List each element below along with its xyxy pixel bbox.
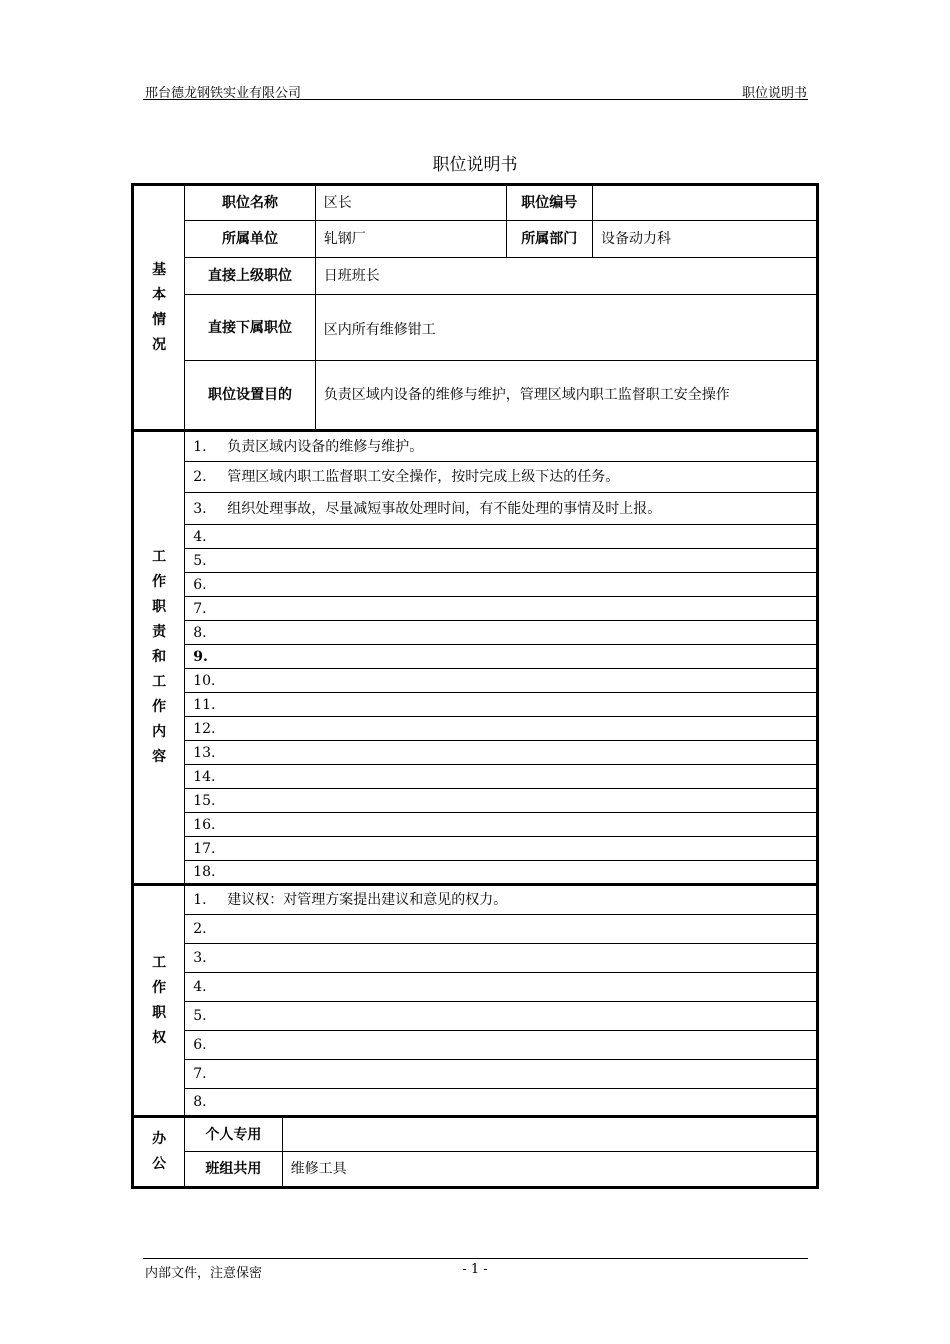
duty-row [133,645,818,669]
duty-text: 管理区域内职工监督职工安全操作，按时完成上级下达的任务。 [227,469,620,485]
section-office: 办公 [133,1117,185,1188]
job-description-table [131,183,819,1189]
duty-row [133,525,818,549]
position-no-value [592,185,817,221]
unit-label: 所属单位 [185,221,316,258]
row-purpose [133,361,818,431]
position-name-value: 区长 [315,185,506,221]
duty-row [133,789,818,813]
duty-no: 18. [193,864,216,880]
duty-no: 13. [193,744,216,761]
duty-no: 15. [193,792,216,809]
duty-no: 5. [193,552,207,569]
subordinate-value: 区内所有维修钳工 [315,295,817,361]
duty-row [133,765,818,789]
shared-value: 维修工具 [282,1152,817,1188]
duty-no: 14. [193,768,216,785]
position-name-label: 职位名称 [185,185,316,221]
duty-no: 7. [193,600,207,617]
duty-no: 16. [193,816,216,833]
authority-no: 6. [193,1037,207,1053]
row-office-shared [133,1152,818,1188]
duty-row [133,462,818,493]
subordinate-label: 直接下属职位 [185,295,316,361]
duty-no: 4. [193,528,207,545]
dept-value: 设备动力科 [592,221,817,258]
duty-row [133,837,818,861]
duty-row [133,741,818,765]
authority-row [133,1031,818,1060]
authority-no: 7. [193,1066,207,1082]
duty-row [133,573,818,597]
duty-no: 3. [193,500,207,517]
footer-confidential: 内部文件，注意保密 [145,1266,263,1281]
authority-no: 4. [193,979,207,995]
duty-no: 6. [193,576,207,593]
header-doc-type: 职位说明书 [741,86,807,101]
shared-label: 班组共用 [185,1152,282,1188]
duty-row [133,813,818,837]
duty-row [133,597,818,621]
page-title: 职位说明书 [432,155,518,175]
section-duties: 工作职责和工作内容 [133,431,185,885]
duty-row [133,621,818,645]
duty-row [133,717,818,741]
purpose-value: 负责区域内设备的维修与维护，管理区域内职工监督职工安全操作 [315,361,817,431]
duty-no: 11. [193,696,216,713]
authority-no: 5. [193,1008,207,1024]
row-unit [133,221,818,258]
header-company: 邢台德龙钢铁实业有限公司 [145,86,302,101]
duty-text: 组织处理事故，尽量减短事故处理时间，有不能处理的事情及时上报。 [227,500,662,517]
duty-row [133,693,818,717]
personal-value [282,1117,817,1152]
footer-page-number: - 1 - [462,1262,488,1277]
authority-row [133,944,818,973]
authority-row [133,1089,818,1117]
row-position-name [133,185,818,221]
duty-text: 负责区域内设备的维修与维护。 [227,438,424,455]
authority-row [133,973,818,1002]
duty-row [133,861,818,885]
authority-row [133,915,818,944]
duty-row [133,669,818,693]
duty-no: 9. [193,648,208,665]
duty-row [133,431,818,462]
duty-no: 17. [193,840,216,857]
section-authority: 工作职权 [133,885,185,1117]
authority-no: 2. [193,921,207,937]
authority-no: 1. [193,892,207,908]
row-subordinate [133,295,818,361]
position-no-label: 职位编号 [506,185,592,221]
superior-label: 直接上级职位 [185,258,316,295]
dept-label: 所属部门 [506,221,592,258]
duty-row [133,493,818,525]
duty-no: 12. [193,720,216,737]
unit-value: 轧钢厂 [315,221,506,258]
duty-no: 1. [193,438,207,455]
section-basic: 基本情况 [133,185,185,431]
authority-text: 建议权：对管理方案提出建议和意见的权力。 [227,892,508,908]
duty-no: 8. [193,624,207,641]
authority-no: 8. [193,1094,207,1110]
row-office-personal [133,1117,818,1152]
personal-label: 个人专用 [185,1117,282,1152]
duty-row [133,549,818,573]
authority-no: 3. [193,950,207,966]
footer-rule [143,1258,808,1259]
row-superior [133,258,818,295]
superior-value: 日班班长 [315,258,817,295]
duty-no: 10. [193,672,216,689]
header-rule [143,99,808,100]
authority-row [133,885,818,915]
duty-no: 2. [193,469,207,485]
authority-row [133,1002,818,1031]
authority-row [133,1060,818,1089]
purpose-label: 职位设置目的 [185,361,316,431]
